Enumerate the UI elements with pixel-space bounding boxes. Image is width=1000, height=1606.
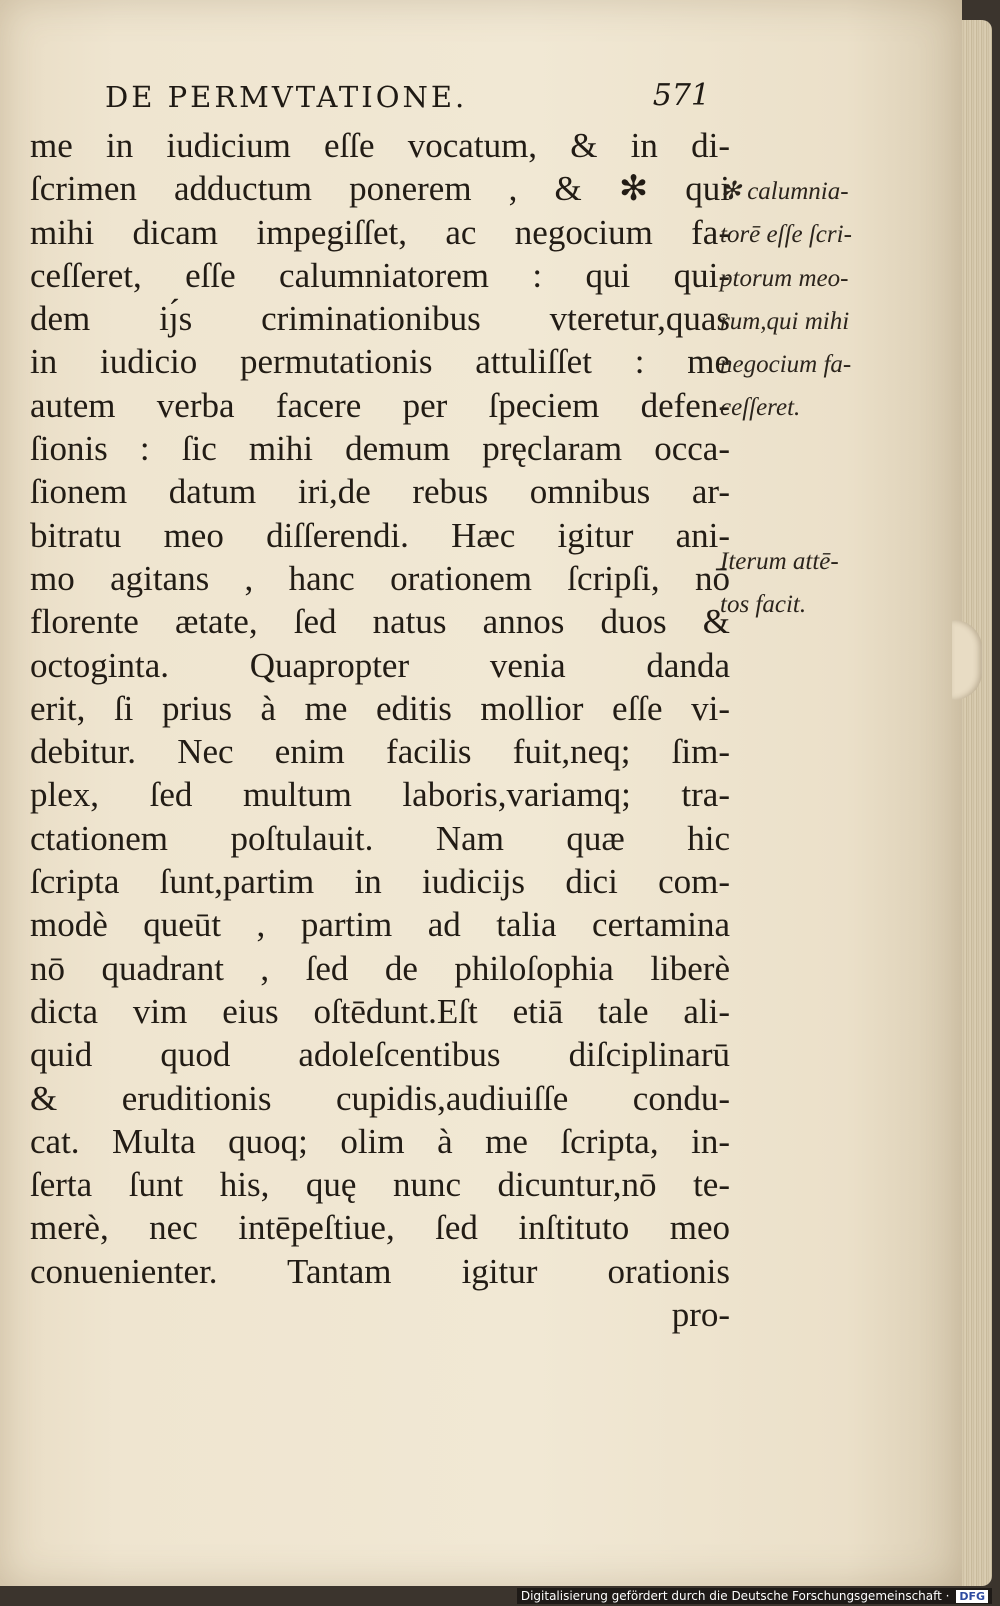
text-line: pro-: [671, 1295, 730, 1335]
text-line: modè queūt , partim ad talia certamina: [30, 905, 730, 945]
text-line: dem iȷ́s criminationibus vteretur,quas: [30, 299, 730, 339]
body-text: [30, 124, 730, 1336]
text-line: florente ætate, ſed natus annos duos &: [30, 602, 730, 642]
marginal-note-line: torē eſſe ſcri-: [720, 221, 852, 249]
running-title: DE PERMVTATIONE.: [105, 80, 468, 114]
marginal-note-line: ptorum meo-: [720, 264, 849, 292]
text-line: plex, ſed multum laboris,variamq; tra-: [30, 775, 730, 815]
text-line: ſerta ſunt his, quę nunc dicuntur,nō te-: [30, 1165, 730, 1205]
text-line: in iudicio permutationis attuliſſet : me: [30, 342, 730, 382]
text-line: bitratu meo diſſerendi. Hæc igitur ani-: [30, 515, 730, 555]
page-header: [105, 80, 710, 124]
dfg-logo: DFG: [956, 1590, 988, 1603]
text-line: & eruditionis cupidis,audiuiſſe condu-: [30, 1078, 730, 1118]
text-line: ctationem poſtulauit. Nam quæ hic: [30, 818, 730, 858]
text-line: ceſſeret, eſſe calumniatorem : qui qui-: [30, 255, 730, 295]
text-line: me in iudicium eſſe vocatum, & in di-: [30, 126, 730, 165]
text-line: quid quod adoleſcentibus diſciplinarū: [30, 1035, 730, 1075]
marginal-note-calumnia: [720, 170, 852, 430]
text-line: ſionis : ſic mihi demum pręclaram occa-: [30, 429, 730, 469]
credit-text: Digitalisierung gefördert durch die Deutsche Forschungsgemeinschaft ·: [520, 1589, 950, 1603]
text-line: debitur. Nec enim facilis fuit,neq; ſim-: [30, 732, 730, 772]
text-line: cat. Multa quoq; olim à me ſcripta, in-: [30, 1121, 730, 1161]
marginal-note-iterum: [720, 540, 839, 627]
text-line: dicta vim eius oſtēdunt.Eſt etiā tale ali-: [30, 991, 730, 1031]
text-line: mihi dicam impegiſſet, ac negocium fa-: [30, 212, 730, 252]
marginal-note-line: negocium fa-: [720, 351, 852, 379]
marginal-note-line: rum,qui mihi: [720, 307, 850, 335]
text-line: ſcrimen adductum ponerem , & ✻ qui: [30, 169, 730, 209]
text-line: conuenienter. Tantam igitur orationis: [30, 1251, 730, 1291]
marginal-note-line: Iterum attē-: [720, 548, 839, 575]
marginal-note-line: tos facit.: [720, 591, 807, 619]
text-line: erit, ſi prius à me editis mollior eſſe vi-: [30, 688, 730, 728]
text-line: ſcripta ſunt,partim in iudicijs dici com-: [30, 862, 730, 902]
text-line: nō quadrant , ſed de philoſophia liberè: [30, 948, 730, 988]
page-number: 571: [652, 78, 710, 113]
marginal-note-line: ✻ calumnia-: [720, 178, 849, 205]
digitization-credit: [517, 1588, 992, 1604]
marginal-note-line: ceſſeret.: [720, 394, 801, 422]
text-line: octoginta. Quapropter venia danda: [30, 645, 730, 685]
text-line: ſionem datum iri,de rebus omnibus ar-: [30, 472, 730, 512]
text-line: autem verba facere per ſpeciem defen-: [30, 385, 730, 425]
text-line: mo agitans , hanc orationem ſcripſi, nō: [30, 558, 730, 598]
text-line: merè, nec intēpeſtiue, ſed inſtituto meo: [30, 1208, 730, 1248]
page-edge: [962, 20, 992, 1586]
